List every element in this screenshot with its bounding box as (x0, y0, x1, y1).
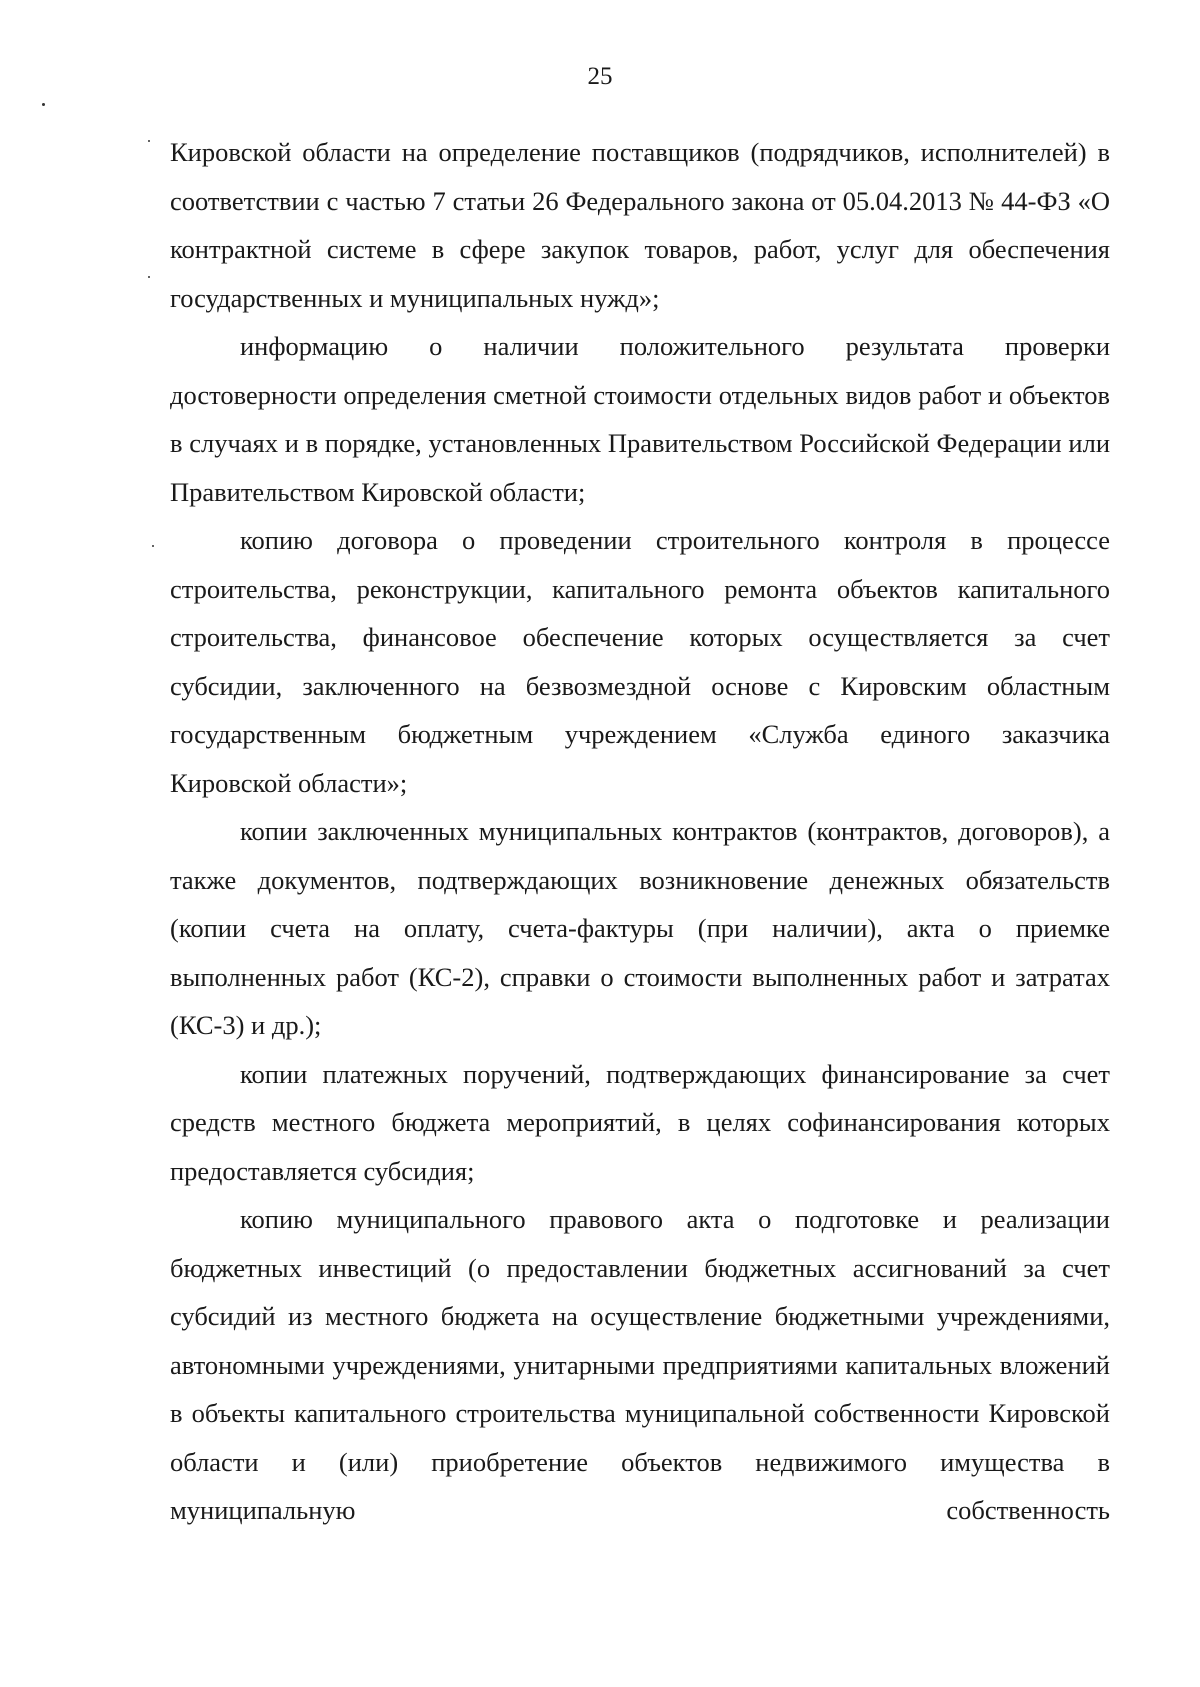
paragraph-continuation: Кировской области на определение поставщиков (подрядчиков, исполнителей) в соответствии с частью 7 статьи 26 Федерального закона от 05.04.2013 № 44-ФЗ «О контрактной системе в сфере закупок товаров, работ, услуг для обеспечения государственных и муниципальных нужд»; (170, 137, 1110, 313)
document-body (170, 128, 1110, 1535)
paragraph-verification-info: информацию о наличии положительного результата проверки достоверности определения сметной стоимости отдельных видов работ и объектов в случаях и в порядке, установленных Правительством Российской Федерации или Правительством Кировской области; (170, 331, 1110, 507)
scan-speck (148, 276, 150, 278)
scan-speck (148, 140, 150, 142)
paragraph-payment-orders: копии платежных поручений, подтверждающих финансирование за счет средств местного бюджета мероприятий, в целях софинансирования которых предоставляется субсидия; (170, 1058, 1110, 1186)
paragraph-legal-act: копию муниципального правового акта о подготовке и реализации бюджетных инвестиций (о предоставлении бюджетных ассигнований за счет субсидий из местного бюджета на осуществление бюджетными учреждениями, автономными учреждениями, унитарными предприятиями капитальных вложений в объекты капитального строительства муниципальной собственности Кировской области и (или) приобретение объектов недвижимого имущества в муниципальную собственность (170, 1204, 1110, 1525)
page-number: 25 (587, 63, 613, 90)
paragraph-construction-control: копию договора о проведении строительного контроля в процессе строительства, реконструкции, капитального ремонта объектов капитального строительства, финансовое обеспечение которых осуществляется за счет субсидии, заключенного на безвозмездной основе с Кировским областным государственным бюджетным учреждением «Служба единого заказчика Кировской области»; (170, 525, 1110, 798)
scan-speck (42, 103, 45, 106)
scan-speck (152, 545, 154, 547)
paragraph-contract-copies: копии заключенных муниципальных контрактов (контрактов, договоров), а также документов, подтверждающих возникновение денежных обязательств (копии счета на оплату, счета-фактуры (при наличии), акта о приемке выполненных работ (КС-2), справки о стоимости выполненных работ и затратах (КС-3) и др.); (170, 816, 1110, 1040)
